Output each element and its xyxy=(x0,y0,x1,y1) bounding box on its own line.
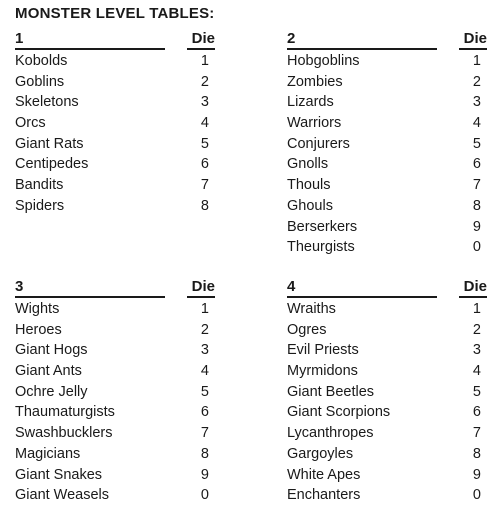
monster-name: Conjurers xyxy=(287,135,350,152)
die-column-header: Die xyxy=(191,278,215,295)
monster-name: Giant Beetles xyxy=(287,383,375,400)
table-row xyxy=(287,51,487,72)
monster-name: Giant Snakes xyxy=(15,466,103,483)
die-value: 5 xyxy=(200,135,209,152)
table-row xyxy=(287,423,487,444)
die-value: 0 xyxy=(472,487,481,504)
table-row xyxy=(287,113,487,134)
monster-name: Heroes xyxy=(15,321,62,338)
table-row xyxy=(287,72,487,93)
die-column-header: Die xyxy=(463,30,487,47)
die-value: 6 xyxy=(472,156,481,173)
die-value: 3 xyxy=(472,94,481,111)
monster-name: Lizards xyxy=(287,94,334,111)
table-row xyxy=(287,217,487,238)
monster-name: Giant Scorpions xyxy=(287,404,391,421)
table-1 xyxy=(15,30,215,214)
die-value: 6 xyxy=(200,156,209,173)
die-underline xyxy=(459,48,487,50)
die-value: 3 xyxy=(472,342,481,359)
die-value: 2 xyxy=(200,73,209,90)
table-rows xyxy=(15,51,215,217)
monster-name: Zombies xyxy=(287,73,343,90)
table-row xyxy=(15,154,215,175)
table-row xyxy=(15,444,215,465)
die-value: 4 xyxy=(200,363,209,380)
monster-name: Berserkers xyxy=(287,218,358,235)
monster-name: Wraiths xyxy=(287,301,336,317)
die-value: 6 xyxy=(200,404,209,421)
die-value: 2 xyxy=(200,321,209,338)
die-value: 3 xyxy=(200,342,209,359)
number-underline xyxy=(15,296,165,298)
table-number: 4 xyxy=(287,278,296,295)
table-row xyxy=(287,382,487,403)
table-row xyxy=(287,196,487,217)
table-row xyxy=(15,340,215,361)
table-row xyxy=(15,423,215,444)
die-value: 9 xyxy=(472,466,481,483)
monster-name: Spiders xyxy=(15,197,65,214)
table-row xyxy=(287,175,487,196)
die-value: 0 xyxy=(472,239,481,256)
monster-name: Enchanters xyxy=(287,487,361,504)
monster-name: Swashbucklers xyxy=(15,425,113,442)
number-underline xyxy=(287,48,437,50)
table-row xyxy=(287,444,487,465)
monster-name: Magicians xyxy=(15,445,81,462)
table-row xyxy=(15,175,215,196)
die-value: 6 xyxy=(472,404,481,421)
die-value: 7 xyxy=(472,177,481,194)
monster-name: Thaumaturgists xyxy=(15,404,115,421)
die-value: 1 xyxy=(200,301,209,317)
die-column-header: Die xyxy=(191,30,215,47)
table-header xyxy=(287,30,487,48)
die-value: 4 xyxy=(200,115,209,132)
table-rows xyxy=(287,299,487,506)
die-value: 1 xyxy=(200,53,209,69)
monster-name: Thouls xyxy=(287,177,331,194)
monster-name: Theurgists xyxy=(287,239,355,256)
table-row xyxy=(15,465,215,486)
number-underline xyxy=(287,296,437,298)
table-4 xyxy=(287,278,487,504)
monster-name: Giant Rats xyxy=(15,135,84,152)
monster-name: Skeletons xyxy=(15,94,79,111)
die-value: 7 xyxy=(200,425,209,442)
die-value: 7 xyxy=(472,425,481,442)
die-value: 9 xyxy=(472,218,481,235)
monster-name: Gargoyles xyxy=(287,445,354,462)
monster-name: Giant Hogs xyxy=(15,342,88,359)
monster-name: Centipedes xyxy=(15,156,89,173)
monster-name: Evil Priests xyxy=(287,342,359,359)
die-value: 8 xyxy=(472,197,481,214)
die-value: 5 xyxy=(200,383,209,400)
table-row xyxy=(287,237,487,258)
table-row xyxy=(287,320,487,341)
table-row xyxy=(15,196,215,217)
die-value: 8 xyxy=(200,445,209,462)
table-rows xyxy=(287,51,487,258)
die-value: 1 xyxy=(472,301,481,317)
monster-name: Kobolds xyxy=(15,53,68,69)
table-header xyxy=(15,278,215,296)
die-value: 9 xyxy=(200,466,209,483)
table-2 xyxy=(287,30,487,256)
table-row xyxy=(15,485,215,506)
table-row xyxy=(287,402,487,423)
table-rows xyxy=(15,299,215,506)
number-underline xyxy=(15,48,165,50)
die-value: 8 xyxy=(200,197,209,214)
table-header xyxy=(15,30,215,48)
monster-name: Ghouls xyxy=(287,197,333,214)
monster-name: Orcs xyxy=(15,115,46,132)
monster-name: Giant Ants xyxy=(15,363,82,380)
table-row xyxy=(15,361,215,382)
table-header xyxy=(287,278,487,296)
monster-name: Warriors xyxy=(287,115,342,132)
die-underline xyxy=(459,296,487,298)
monster-name: Giant Weasels xyxy=(15,487,110,504)
monster-name: Bandits xyxy=(15,177,64,194)
table-number: 1 xyxy=(15,30,24,47)
monster-name: Wights xyxy=(15,301,60,317)
die-value: 7 xyxy=(200,177,209,194)
table-row xyxy=(287,154,487,175)
table-row xyxy=(15,134,215,155)
table-row xyxy=(287,92,487,113)
die-value: 4 xyxy=(472,363,481,380)
die-column-header: Die xyxy=(463,278,487,295)
table-row xyxy=(15,51,215,72)
table-number: 2 xyxy=(287,30,296,47)
monster-name: Myrmidons xyxy=(287,363,358,380)
table-row xyxy=(287,361,487,382)
monster-name: White Apes xyxy=(287,466,361,483)
table-row xyxy=(287,134,487,155)
die-value: 3 xyxy=(200,94,209,111)
page-title: MONSTER LEVEL TABLES: xyxy=(15,5,215,22)
die-value: 2 xyxy=(472,73,481,90)
table-row xyxy=(15,402,215,423)
monster-name: Hobgoblins xyxy=(287,53,360,69)
monster-name: Goblins xyxy=(15,73,65,90)
die-value: 1 xyxy=(472,53,481,69)
monster-name: Lycanthropes xyxy=(287,425,374,442)
table-3 xyxy=(15,278,215,504)
table-row xyxy=(15,113,215,134)
die-underline xyxy=(187,296,215,298)
table-number: 3 xyxy=(15,278,24,295)
monster-name: Gnolls xyxy=(287,156,329,173)
die-value: 5 xyxy=(472,383,481,400)
die-underline xyxy=(187,48,215,50)
table-row xyxy=(287,465,487,486)
table-row xyxy=(15,320,215,341)
monster-name: Ogres xyxy=(287,321,327,338)
table-row xyxy=(15,92,215,113)
die-value: 4 xyxy=(472,115,481,132)
table-row xyxy=(287,299,487,320)
table-row xyxy=(287,340,487,361)
table-row xyxy=(15,299,215,320)
monster-name: Ochre Jelly xyxy=(15,383,88,400)
die-value: 0 xyxy=(200,487,209,504)
table-row xyxy=(287,485,487,506)
die-value: 5 xyxy=(472,135,481,152)
die-value: 2 xyxy=(472,321,481,338)
table-row xyxy=(15,72,215,93)
die-value: 8 xyxy=(472,445,481,462)
table-row xyxy=(15,382,215,403)
